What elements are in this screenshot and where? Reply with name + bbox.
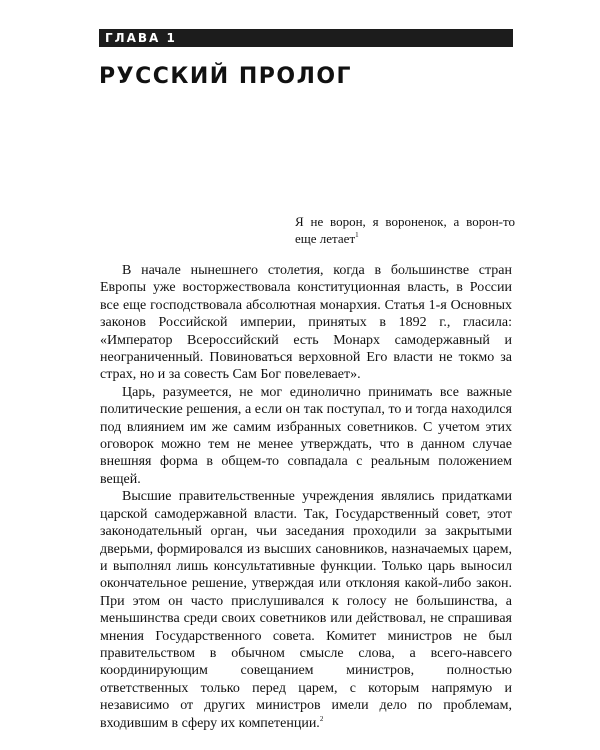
paragraph — [100, 384, 512, 488]
footnote-ref: 1 — [355, 231, 359, 239]
paragraph-text: В начале нынешнего столетия, когда в большинстве стран Европы уже восторжествовала конституционная власть, в России все еще господствовала абсолютная монархия. Статья 1-я Основных законов Российской империи, принятых в 1892 г., гласила: «Император Всероссийский есть Монарх самодержавный и неограниченный. Повиноваться верховной Его власти не токмо за страх, но и за совесть Сам Бог повелевает». — [100, 263, 512, 383]
epigraph — [295, 213, 515, 247]
footnote-ref: 2 — [319, 714, 324, 723]
body-text — [100, 262, 512, 732]
epigraph-quote — [295, 213, 515, 247]
chapter-title: РУССКИЙ ПРОЛОГ — [99, 64, 353, 89]
paragraph-text: Царь, разумеется, не мог единолично принимать все важные политические решения, а если он так поступал, то и тогда находился под влиянием им же самим избранных советников. С учетом этих оговорок можно тем не менее утверждать, что в данном случае внешняя форма в общем-то совпадала с реальным положением вещей. — [100, 384, 512, 487]
epigraph-text: Я не ворон, я вороненок, а ворон-то еще летает — [295, 214, 515, 246]
paragraph — [100, 488, 512, 732]
chapter-label: ГЛАВА 1 — [105, 31, 177, 45]
paragraph-text: Высшие правительственные учреждения являлись придатками царской самодержавной власти. Так, Государственный совет, этот законодательный орган, чьи заседания проходили за закрытыми дверьми, формировался из высших сановников, назначаемых царем, и выполнял лишь консультативные функции. Только царь выносил окончательное решение, утверждая или отклоняя какой-либо закон. При этом он часто прислушивался к голосу не большинства, а меньшинства среди своих советников или действовал, не спрашивая мнения Государственного совета. Комитет министров не был правительством в обычном смысле слова, а всего-навсего координирующим совещанием министров, полностью ответственных только перед царем, с которым напрямую и независимо от других министров имели дело по проблемам, входившим в сферу их компетенции. — [100, 489, 512, 731]
chapter-label-bar — [99, 29, 513, 47]
paragraph — [100, 262, 512, 384]
